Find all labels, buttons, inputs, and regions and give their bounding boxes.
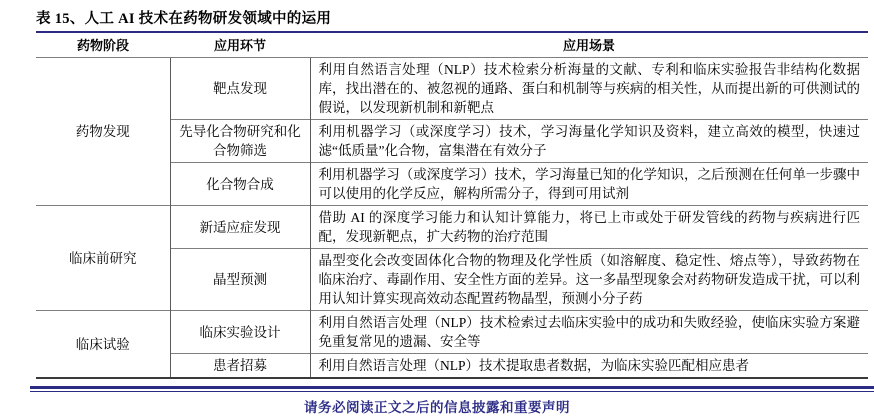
link-cell-new-indication: 新适应症发现 (170, 206, 310, 249)
stage-cell-preclinical-research: 临床前研究 (36, 206, 170, 311)
col-header-application-link: 应用环节 (170, 32, 310, 58)
col-header-drug-stage: 药物阶段 (36, 32, 170, 58)
link-cell-compound-synthesis: 化合物合成 (170, 163, 310, 206)
link-cell-clinical-trial-design: 临床实验设计 (170, 311, 310, 354)
link-cell-crystal-form-prediction: 晶型预测 (170, 249, 310, 311)
footer-double-divider (30, 386, 874, 392)
scenario-cell: 利用机器学习（或深度学习）技术，学习海量化学知识及资料，建立高效的模型，快速过滤“低质量”化合物，富集潜在有效分子 (310, 120, 868, 163)
scenario-cell: 利用机器学习（或深度学习）技术，学习海量已知的化学知识，之后预测在任何单一步骤中可以使用的化学反应，解构所需分子，得到可用试剂 (310, 163, 868, 206)
ai-drug-development-table (36, 31, 868, 379)
table-row (36, 206, 868, 249)
col-header-application-scenario: 应用场景 (310, 32, 868, 58)
disclaimer-text: 请务必阅读正文之后的信息披露和重要声明 (304, 400, 570, 415)
scenario-cell: 利用自然语言处理（NLP）技术提取患者数据，为临床实验匹配相应患者 (310, 354, 868, 379)
scenario-cell: 利用自然语言处理（NLP）技术检索过去临床实验中的成功和失败经验，使临床实验方案避免重复常见的遗漏、安全等 (310, 311, 868, 354)
header-row (36, 32, 868, 58)
link-cell-lead-compound: 先导化合物研究和化合物筛选 (170, 120, 310, 163)
scenario-cell: 借助 AI 的深度学习能力和认知计算能力，将已上市或处于研发管线的药物与疾病进行匹配，发现新靶点，扩大药物的治疗范围 (310, 206, 868, 249)
link-cell-patient-recruitment: 患者招募 (170, 354, 310, 379)
link-cell-target-discovery: 靶点发现 (170, 58, 310, 120)
scenario-cell: 晶型变化会改变固体化合物的物理及化学性质（如溶解度、稳定性、熔点等），导致药物在临床治疗、毒副作用、安全性方面的差异。这一多晶型现象会对药物研发造成干扰，可以利用认知计算实现高效动态配置药物晶型，预测小分子药 (310, 249, 868, 311)
report-page (0, 7, 874, 413)
scenario-cell: 利用自然语言处理（NLP）技术检索分析海量的文献、专利和临床实验报告非结构化数据库，找出潜在的、被忽视的通路、蛋白和机制等与疾病的相关性，从而提出新的可供测试的假说，以发现新机制和新靶点 (310, 58, 868, 120)
table-title: 表 15、人工 AI 技术在药物研发领域中的运用 (36, 11, 332, 27)
stage-cell-drug-discovery: 药物发现 (36, 58, 170, 206)
table-row (36, 58, 868, 120)
table-row (36, 311, 868, 354)
stage-cell-clinical-trial: 临床试验 (36, 311, 170, 379)
